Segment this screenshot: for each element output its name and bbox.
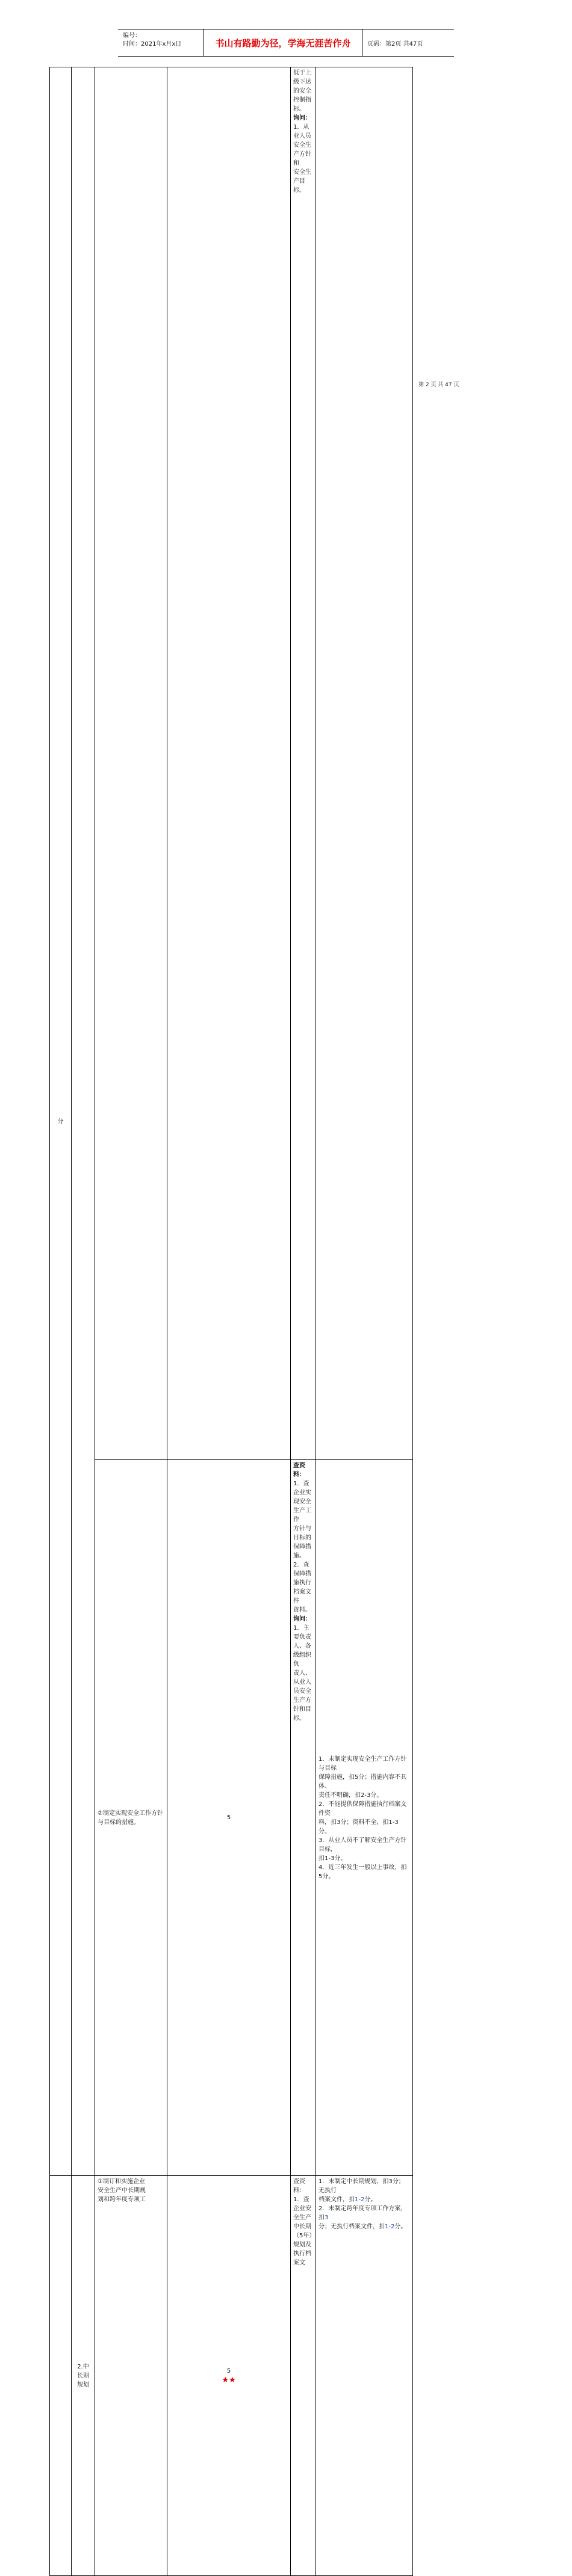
score-cell: 5 [167,1460,291,2176]
deduction-cell: 1．未制定实现安全生产工作方针与目标 保障措施，扣5分；措施内容不具体、 责任不明确，扣2-3分。 2．不能提供保障措施执行档案文件资 料，扣3分；资料不全，扣1-3分。 3．从业人员不了解安全生产方针目标， 扣1-3分。 4．近三年发生一般以上事故，扣5分。 [316,1460,413,2176]
subcategory-cell [72,67,95,2176]
subcategory-cell: 2.中 长期 规划 [72,2176,95,2576]
header-motto: 书山有路勤为径，学海无涯苦作舟 [204,29,362,56]
method-cell: 查资料： 1．查企业安全生产中长期 （5年）规划及执行档案文 [291,2176,316,2576]
deduction-cell: 1．未制定中长期规划，扣3分；无执行 档案文件，扣1-2分。 2．未制定跨年度专项工作方案，扣3 分；无执行档案文件，扣1-2分。 [316,2176,413,2576]
method-cell: 低于上级下达的安全控制指 标。 询问： 1．从业人员安全生产方针和 安全生产目标。 [291,67,316,1460]
header-page: 页码：第2页 共47页 [367,40,423,48]
item-cell: ①制订和实施企业 安全生产中长期规 划和跨年度专项工 [95,2176,167,2576]
header-time: 时间：2021年x月x日 [123,41,182,48]
score-cell: 5 ★★ [167,2176,291,2576]
method-cell: 查资料： 1．查企业实现安全生产工作 方针与目标的保障措施。 2．查保障措施执行档案文件 资料。 询问： 1．主要负责人、各级组织负 责人、从业人员安全生产方 针和目标。 [291,1460,316,2176]
category-cell: 分 [50,67,72,2176]
table-row [50,1460,550,2176]
item-cell: ②制定实现安全工作方针与目标的措施。 [95,1460,167,2176]
table-row [50,67,550,1460]
star-rating: ★★ [222,2376,236,2385]
header-number: 编号： [123,32,141,39]
header-meta [118,29,204,56]
category-cell [50,2176,72,2576]
page-footer: 第 2 页 共 47 页 [418,382,459,388]
deduction-cell [316,67,413,1460]
page-header [118,29,454,57]
score-cell [167,67,291,1460]
item-cell [95,67,167,1460]
standards-table [49,67,550,2576]
table-row [50,2176,550,2576]
